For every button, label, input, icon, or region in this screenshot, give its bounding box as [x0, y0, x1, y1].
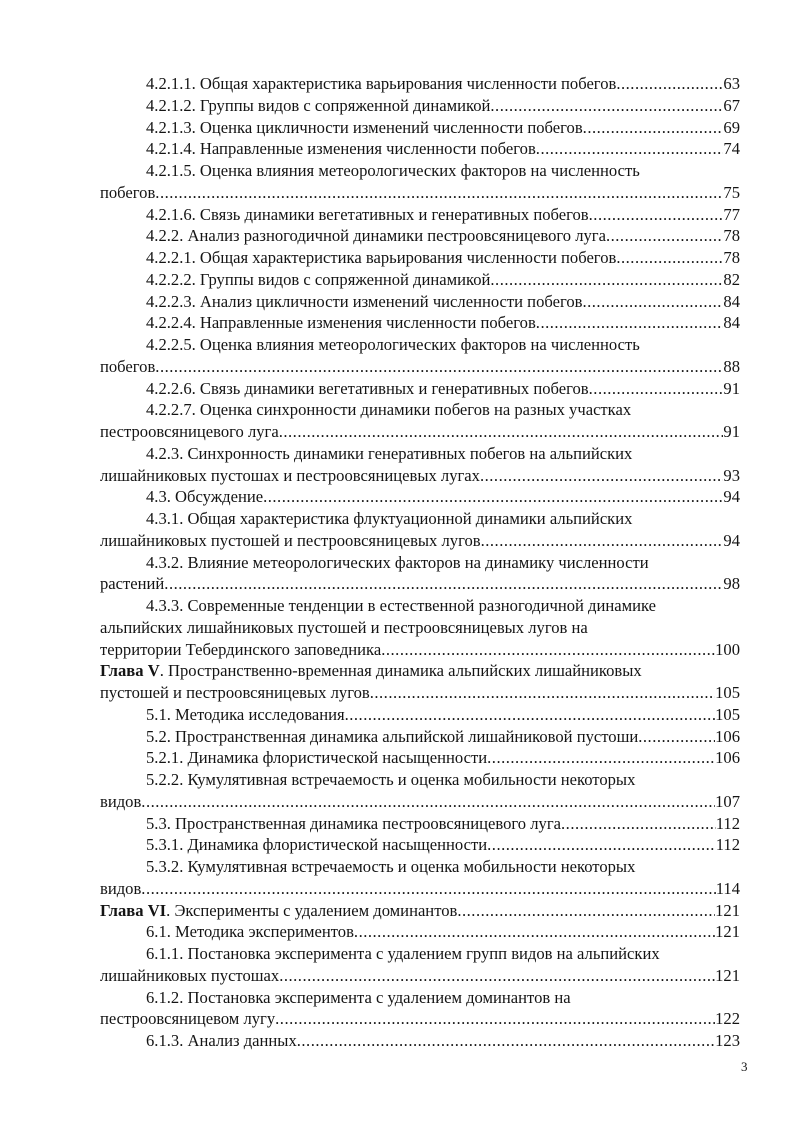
toc-line: [100, 682, 740, 704]
toc-entry-text: 4.2.2.2. Группы видов с сопряженной динамикой: [146, 269, 491, 289]
toc-entry-text: 4.2.1.2. Группы видов с сопряженной динамикой: [146, 95, 491, 115]
toc-line: [100, 595, 740, 617]
toc-entry-text: лишайниковых пустошах: [100, 965, 280, 985]
toc-line: [100, 878, 740, 900]
toc-page-number: 75: [723, 182, 740, 202]
toc-entry-text: 5.3. Пространственная динамика пестроовсяницевого луга: [146, 813, 562, 833]
toc-entry-title: [146, 508, 632, 530]
toc-page-number: 106: [715, 726, 740, 746]
toc-entry-title: [146, 443, 632, 465]
toc-page-number: 122: [715, 1009, 740, 1029]
toc-entry-text: 5.3.1. Динамика флористической насыщенности: [146, 835, 488, 855]
toc-page-number: 67: [723, 95, 740, 115]
toc-entry-title: [146, 943, 660, 965]
toc-line: [100, 73, 740, 95]
toc-entry-text: 6.1. Методика экспериментов: [146, 922, 354, 942]
toc-line: [100, 1008, 740, 1030]
toc-entry-text: территории Тебердинского заповедника: [100, 639, 382, 659]
toc-line: [100, 573, 740, 595]
toc-entry-text: 4.2.2.4. Направленные изменения численности побегов: [146, 313, 536, 333]
toc-entry-title: [100, 900, 457, 922]
toc-entry-text: 4.2.1.6. Связь динамики вегетативных и генеративных побегов: [146, 204, 589, 224]
dot-leader: [582, 291, 723, 313]
dot-leader: [480, 465, 723, 487]
dot-leader: [141, 791, 715, 813]
dot-leader: [490, 95, 723, 117]
toc-page-number: 105: [715, 683, 740, 702]
dot-leader: [536, 312, 724, 334]
toc-entry-title: [146, 704, 345, 726]
toc-entry-title: [146, 813, 561, 835]
toc-entry-text: 4.2.2. Анализ разногодичной динамики пестроовсяницевого луга: [146, 226, 606, 246]
toc-entry-text: видов: [100, 791, 142, 811]
toc-page-number: 112: [715, 835, 740, 855]
toc-page-number: 123: [715, 1031, 740, 1050]
chapter-label: Глава V: [100, 661, 160, 681]
toc-entry-title: [100, 182, 155, 204]
toc-line: [100, 269, 740, 291]
toc-entry-text: побегов: [100, 356, 156, 376]
toc-entry-title: [146, 225, 606, 247]
toc-page-number: 88: [723, 356, 740, 376]
dot-leader: [457, 900, 715, 922]
toc-entry-title: [146, 486, 263, 508]
toc-line: [100, 639, 740, 661]
toc-line: [100, 443, 740, 465]
toc-entry-title: [146, 726, 638, 748]
toc-entry-text: 5.2. Пространственная динамика альпийской лишайниковой пустоши: [146, 726, 639, 746]
toc-entry-text: 4.2.1.4. Направленные изменения численности побегов: [146, 139, 536, 159]
toc-page-number: 82: [723, 269, 740, 289]
toc-entry-text: растений: [100, 574, 165, 594]
toc-line: [100, 356, 740, 378]
chapter-label: Глава VI: [100, 900, 167, 920]
toc-line: [100, 160, 740, 182]
dot-leader: [638, 726, 715, 748]
toc-line: [100, 138, 740, 160]
toc-entry-title: [100, 530, 481, 552]
toc-entry-text: 4.3.1. Общая характеристика флуктуационной динамики альпийских: [146, 509, 633, 528]
toc-page-number: 91: [723, 422, 740, 441]
toc-entry-text: 4.3.2. Влияние метеорологических факторов на динамику численности: [146, 552, 649, 572]
toc-page-number: 93: [723, 465, 740, 485]
toc-entry-title: [146, 769, 635, 791]
dot-leader: [164, 573, 723, 595]
toc-entry-title: [100, 617, 588, 639]
toc-line: [100, 530, 740, 552]
toc-line: [100, 987, 740, 1009]
dot-leader: [381, 639, 715, 661]
toc-entry-title: [100, 791, 141, 813]
dot-leader: [606, 225, 723, 247]
dot-leader: [616, 73, 723, 95]
toc-entry-text: . Эксперименты с удалением доминантов: [166, 900, 458, 920]
dot-leader: [297, 1030, 715, 1052]
toc-entry-text: 4.3.3. Современные тенденции в естественной разногодичной динамике: [146, 596, 657, 615]
toc-line: [100, 421, 740, 443]
toc-line: [100, 225, 740, 247]
dot-leader: [589, 378, 724, 400]
toc-page-number: 78: [723, 226, 740, 246]
toc-page-number: 94: [723, 487, 740, 507]
dot-leader: [155, 356, 723, 378]
toc-entry-text: 6.1.2. Постановка эксперимента с удалением доминантов на: [146, 987, 571, 1007]
toc-entry-text: 6.1.3. Анализ данных: [146, 1031, 297, 1050]
toc-entry-title: [146, 921, 354, 943]
toc-entry-title: [100, 465, 480, 487]
toc-entry-title: [146, 1030, 297, 1052]
toc-line: [100, 834, 740, 856]
toc-entry-title: [146, 160, 640, 182]
toc-line: [100, 747, 740, 769]
toc-entry-title: [146, 856, 635, 878]
toc-page-number: 100: [715, 639, 740, 659]
dot-leader: [370, 682, 715, 704]
toc-line: [100, 617, 740, 639]
page-number: 3: [741, 1059, 748, 1074]
toc-entry-text: 4.2.2.3. Анализ цикличности изменений численности побегов: [146, 291, 583, 311]
toc-entry-title: [146, 552, 649, 574]
toc-line: [100, 900, 740, 922]
toc-entry-title: [100, 660, 642, 682]
dot-leader: [536, 138, 724, 160]
toc-entry-text: 4.2.1.5. Оценка влияния метеорологических факторов на численность: [146, 161, 640, 180]
toc-entry-title: [146, 269, 490, 291]
toc-entry-title: [146, 117, 583, 139]
toc-page-number: 112: [715, 813, 740, 833]
toc-entry-text: 5.1. Методика исследования: [146, 704, 345, 724]
toc-entry-text: 4.2.3. Синхронность динамики генеративных побегов на альпийских: [146, 443, 633, 463]
toc-page-number: 69: [723, 117, 740, 137]
toc-line: [100, 552, 740, 574]
toc-entry-title: [100, 1008, 275, 1030]
toc-entry-text: 5.2.2. Кумулятивная встречаемость и оценка мобильности некоторых: [146, 770, 636, 789]
dot-leader: [141, 878, 715, 900]
toc-entry-title: [100, 682, 370, 704]
toc-entry-text: альпийских лишайниковых пустошей и пестроовсяницевых лугов на: [100, 617, 588, 637]
toc-line: [100, 378, 740, 400]
dot-leader: [155, 182, 723, 204]
toc-line: [100, 247, 740, 269]
toc-line: [100, 660, 740, 682]
dot-leader: [279, 965, 715, 987]
toc-page-number: 74: [723, 139, 740, 159]
toc-line: [100, 856, 740, 878]
toc-entry-text: побегов: [100, 182, 156, 202]
toc-entry-title: [100, 573, 164, 595]
toc-entry-title: [146, 291, 582, 313]
toc-entry-title: [100, 965, 279, 987]
toc-entry-text: . Пространственно-временная динамика альпийских лишайниковых: [159, 661, 642, 681]
toc-entry-text: пустошей и пестроовсяницевых лугов: [100, 683, 370, 702]
dot-leader: [616, 247, 723, 269]
toc-page-number: 106: [715, 748, 740, 768]
dot-leader: [279, 421, 724, 443]
toc-entry-title: [146, 378, 589, 400]
toc-line: [100, 921, 740, 943]
toc-page-number: 77: [723, 204, 740, 224]
toc-line: [100, 726, 740, 748]
dot-leader: [490, 269, 723, 291]
toc-page-number: 78: [723, 248, 740, 267]
toc-page-number: 63: [723, 74, 740, 93]
toc-entry-title: [146, 312, 536, 334]
toc-page-number: 84: [723, 313, 740, 333]
toc-entry-title: [100, 356, 155, 378]
dot-leader: [354, 921, 715, 943]
toc-entry-title: [146, 204, 589, 226]
toc-entry-title: [146, 95, 490, 117]
toc-entry-title: [146, 595, 656, 617]
toc-entry-text: пестроовсяницевого луга: [100, 422, 279, 441]
dot-leader: [487, 747, 715, 769]
toc-line: [100, 1030, 740, 1052]
dot-leader: [561, 813, 716, 835]
dot-leader: [487, 834, 716, 856]
toc-entry-title: [146, 73, 616, 95]
toc-line: [100, 943, 740, 965]
toc-entry-text: 4.2.2.6. Связь динамики вегетативных и генеративных побегов: [146, 378, 589, 398]
toc-line: [100, 508, 740, 530]
toc-line: [100, 704, 740, 726]
toc-entry-title: [100, 878, 141, 900]
toc-page-number: 107: [715, 791, 740, 811]
toc-page-number: 94: [723, 530, 740, 550]
toc-entry-text: 4.2.2.7. Оценка синхронности динамики побегов на разных участках: [146, 400, 632, 420]
toc-entry-title: [146, 834, 487, 856]
toc-line: [100, 791, 740, 813]
toc-line: [100, 465, 740, 487]
toc-entry-title: [146, 247, 616, 269]
dot-leader: [481, 530, 724, 552]
toc-entry-text: 4.2.1.1. Общая характеристика варьирования численности побегов: [146, 74, 617, 93]
toc-entry-text: видов: [100, 878, 142, 898]
toc-line: [100, 399, 740, 421]
table-of-contents: [100, 73, 740, 1052]
toc-entry-text: 4.3. Обсуждение: [146, 487, 264, 507]
toc-entry-title: [146, 334, 640, 356]
toc-line: [100, 117, 740, 139]
toc-page-number: 91: [723, 378, 740, 398]
dot-leader: [583, 117, 724, 139]
toc-line: [100, 204, 740, 226]
toc-line: [100, 312, 740, 334]
toc-line: [100, 813, 740, 835]
toc-page-number: 105: [715, 704, 740, 724]
toc-entry-text: лишайниковых пустошей и пестроовсяницевых лугов: [100, 530, 481, 550]
toc-entry-text: 5.3.2. Кумулятивная встречаемость и оценка мобильности некоторых: [146, 857, 636, 876]
toc-page-number: 98: [723, 574, 740, 594]
toc-entry-title: [146, 747, 487, 769]
dot-leader: [345, 704, 716, 726]
toc-line: [100, 965, 740, 987]
toc-entry-title: [146, 987, 571, 1009]
toc-page-number: 114: [715, 878, 740, 898]
toc-line: [100, 486, 740, 508]
toc-entry-text: 4.2.2.5. Оценка влияния метеорологических факторов на численность: [146, 335, 640, 354]
toc-line: [100, 334, 740, 356]
toc-line: [100, 291, 740, 313]
toc-line: [100, 182, 740, 204]
toc-entry-title: [100, 639, 381, 661]
toc-page-number: 121: [715, 922, 740, 942]
dot-leader: [589, 204, 724, 226]
toc-entry-text: лишайниковых пустошах и пестроовсяницевых лугах: [100, 465, 480, 485]
toc-entry-text: пестроовсяницевом лугу: [100, 1009, 276, 1029]
toc-page-number: 121: [715, 900, 740, 920]
dot-leader: [263, 486, 723, 508]
toc-line: [100, 769, 740, 791]
toc-entry-text: 4.2.2.1. Общая характеристика варьирования численности побегов: [146, 248, 617, 267]
toc-line: [100, 95, 740, 117]
toc-page-number: 84: [723, 291, 740, 311]
toc-entry-title: [100, 421, 279, 443]
dot-leader: [275, 1008, 715, 1030]
toc-entry-text: 4.2.1.3. Оценка цикличности изменений численности побегов: [146, 117, 583, 137]
toc-page-number: 121: [715, 965, 740, 985]
toc-entry-title: [146, 138, 536, 160]
toc-entry-title: [146, 399, 631, 421]
toc-entry-text: 5.2.1. Динамика флористической насыщенности: [146, 748, 488, 768]
toc-entry-text: 6.1.1. Постановка эксперимента с удалением групп видов на альпийских: [146, 944, 660, 963]
